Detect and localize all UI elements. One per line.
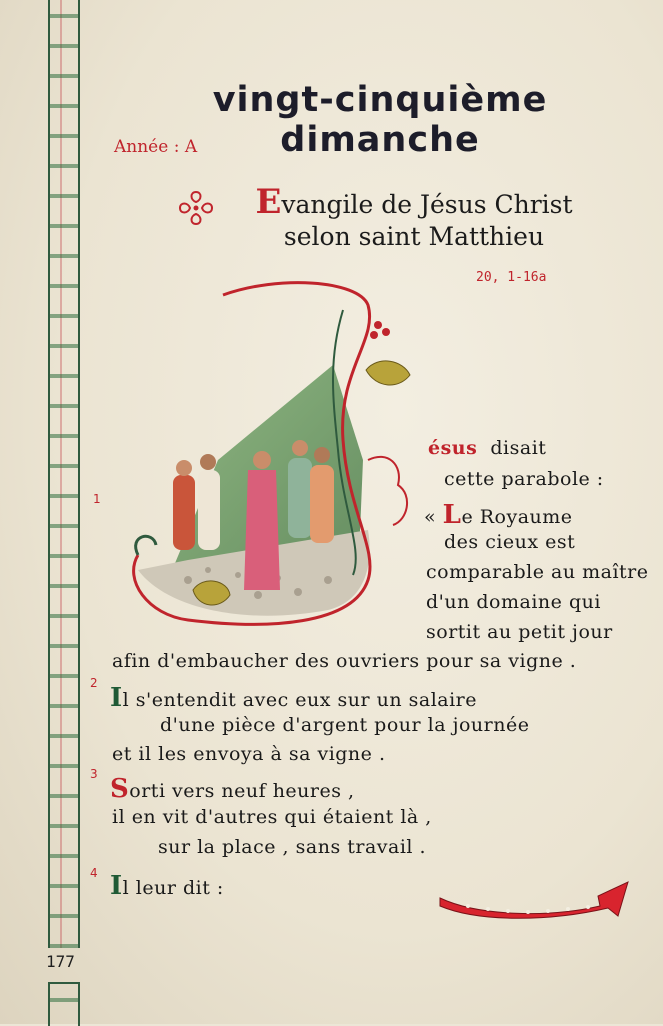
verse-2-line-1 (110, 683, 477, 713)
verse-1-line-7: sortit au petit jour (426, 621, 613, 643)
verse-1-initial-l: L (442, 500, 462, 530)
verse-2-line-1-text: l s'entendit avec eux sur un salaire (122, 689, 478, 711)
page-turn-arrow-icon[interactable] (438, 876, 630, 926)
verse-1-line-1 (428, 437, 546, 459)
verse-1-quote: « (424, 506, 443, 528)
verse-1-red-text: ésus (428, 437, 478, 459)
gospel-heading-line1 (224, 182, 604, 222)
verse-2-line-3: et il les envoya à sa vigne . (112, 743, 386, 765)
gospel-heading (224, 182, 604, 253)
cross-icon (176, 188, 216, 228)
verse-number-1: 1 (93, 492, 101, 506)
year-label: Année : A (114, 137, 198, 157)
verse-4-line-1-text: l leur dit : (122, 877, 224, 899)
scripture-reference: 20, 1-16a (476, 270, 547, 285)
verse-1-line-4: des cieux est (444, 531, 576, 553)
page-title: vingt-cinquième dimanche (212, 80, 548, 160)
verse-1-line-8: afin d'embaucher des ouvriers pour sa vigne . (112, 650, 577, 672)
verse-3-line-1-text: orti vers neuf heures , (129, 780, 355, 802)
gospel-heading-line2: selon saint Matthieu (283, 222, 545, 251)
gospel-initial: E (255, 182, 282, 222)
verse-3-initial: S (110, 774, 130, 804)
verse-3-line-1 (110, 774, 355, 804)
verse-number-4: 4 (90, 866, 98, 880)
verse-number-2: 2 (90, 676, 98, 690)
verse-1-line-6: d'un domaine qui (426, 591, 601, 613)
verse-2-initial: I (110, 683, 123, 713)
verse-4-line-1 (110, 871, 224, 901)
illuminated-initial-j (128, 280, 418, 630)
verse-2-line-2: d'une pièce d'argent pour la journée (160, 714, 530, 736)
verse-number-3: 3 (90, 767, 98, 781)
verse-1-line-3-text: e Royaume (461, 506, 573, 528)
page-number: 177 (46, 952, 75, 971)
verse-1-line-2: cette parabole : (444, 468, 604, 490)
verse-3-line-2: il en vit d'autres qui étaient là , (112, 806, 432, 828)
verse-1-line-3 (424, 500, 573, 530)
verse-1-line-5: comparable au maître (426, 561, 649, 583)
verse-1-line-1-text: disait (490, 437, 547, 459)
vine-border-left (48, 0, 80, 948)
vine-border-bottom (48, 982, 80, 1026)
verse-4-initial: I (110, 871, 123, 901)
verse-3-line-3: sur la place , sans travail . (158, 836, 427, 858)
gospel-line1-text: vangile de Jésus Christ (281, 190, 573, 219)
